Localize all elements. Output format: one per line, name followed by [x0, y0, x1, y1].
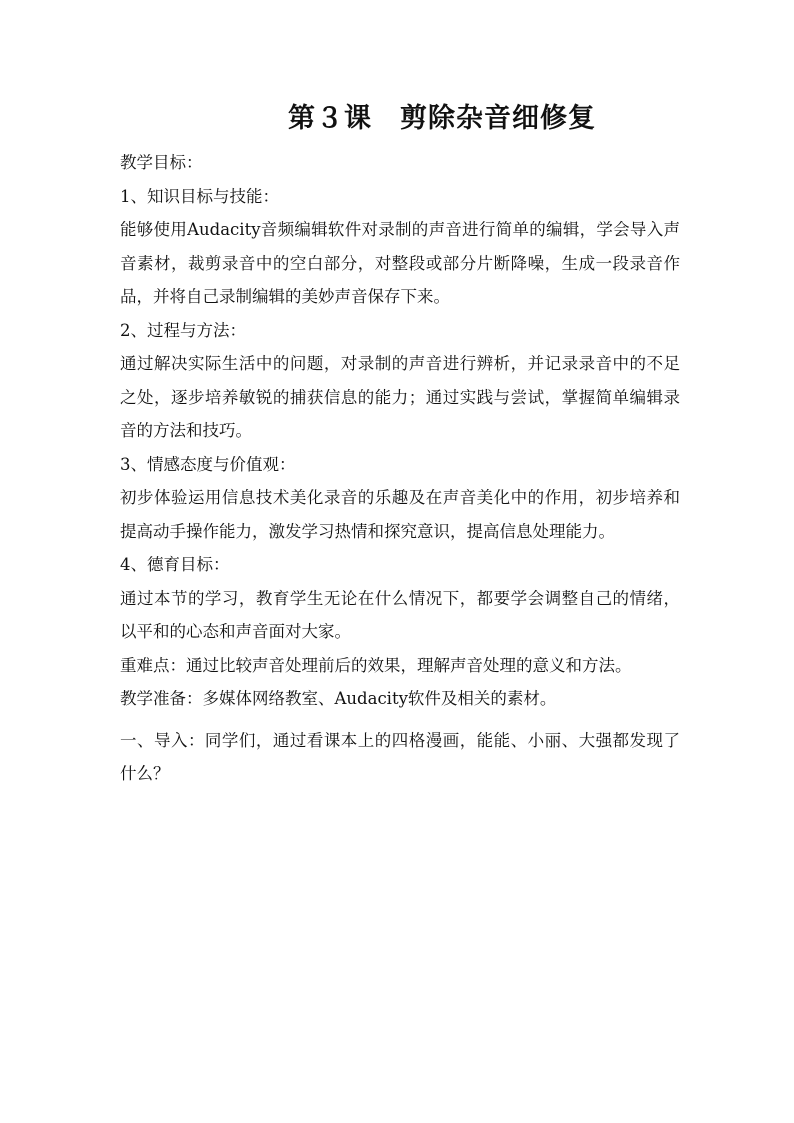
paragraph-moral-goals: 通过本节的学习，教育学生无论在什么情况下，都要学会调整自己的情绪，以平和的心态和声音面对大家。 — [120, 588, 680, 641]
subheading-moral-goals: 4、德育目标： — [120, 555, 230, 574]
paragraph-knowledge-skills: 能够使用Audacity音频编辑软件对录制的声音进行简单的编辑，学会导入声音素材，裁剪录音中的空白部分，对整段或部分片断降噪，生成一段录音作品，并将自己录制编辑的美妙声音保存下来。 — [120, 220, 680, 306]
paragraph-key-points: 重难点：通过比较声音处理前后的效果，理解声音处理的意义和方法。 — [120, 655, 632, 675]
subheading-emotion-values: 3、情感态度与价值观： — [120, 454, 296, 474]
paragraph-introduction: 一、导入：同学们，通过看课本上的四格漫画，能能、小丽、大强都发现了什么？ — [120, 730, 680, 783]
page-title: 第３课 剪除杂音细修复 — [288, 103, 596, 134]
paragraph-preparation: 教学准备：多媒体网络教室、Audacity软件及相关的素材。 — [120, 689, 557, 708]
document-body — [120, 146, 680, 791]
subheading-knowledge-skills: 1、知识目标与技能： — [120, 186, 279, 206]
section-heading-teaching-goals: 教学目标： — [120, 153, 203, 172]
paragraph-emotion-values: 初步体验运用信息技术美化录音的乐趣及在声音美化中的作用，初步培养和提高动手操作能力，激发学习热情和探究意识，提高信息处理能力。 — [120, 488, 680, 541]
paragraph-process-method: 通过解决实际生活中的问题，对录制的声音进行辨析，并记录录音中的不足之处，逐步培养敏锐的捕获信息的能力；通过实践与尝试，掌握简单编辑录音的方法和技巧。 — [120, 354, 680, 440]
subheading-process-method: 2、过程与方法： — [120, 320, 246, 340]
